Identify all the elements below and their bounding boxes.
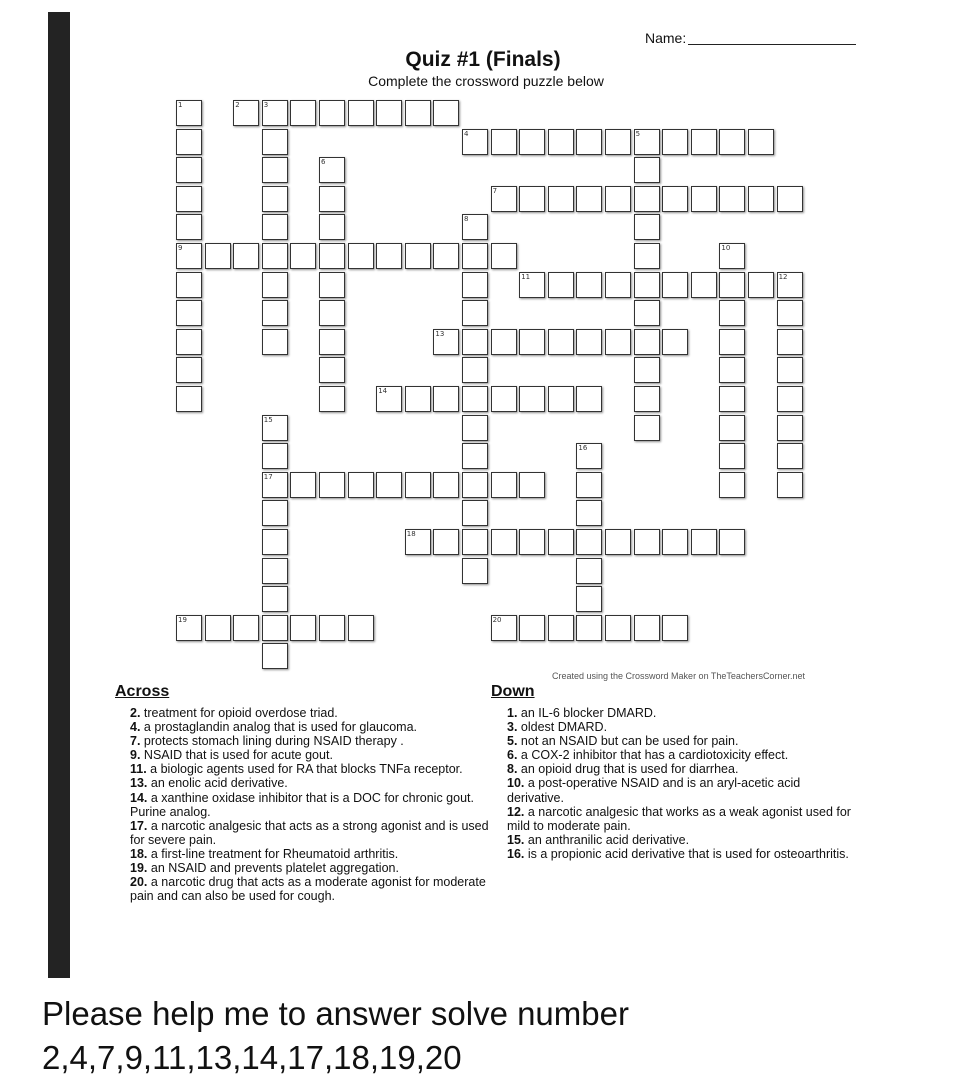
clue-number-label: 14: [378, 387, 388, 395]
clue-number-label: 18: [406, 530, 416, 538]
crossword-cell[interactable]: [405, 386, 431, 412]
crossword-cell[interactable]: [262, 643, 288, 669]
crossword-cell[interactable]: [777, 300, 803, 326]
crossword-cell[interactable]: [462, 443, 488, 469]
crossword-cell[interactable]: [777, 329, 803, 355]
crossword-cell[interactable]: [519, 186, 545, 212]
crossword-cell[interactable]: [433, 386, 459, 412]
crossword-cell[interactable]: [205, 615, 231, 641]
crossword-cell[interactable]: [462, 500, 488, 526]
crossword-cell[interactable]: [319, 214, 345, 240]
clue-number: 5.: [507, 734, 518, 749]
clue-text: a prostaglandin analog that is used for glaucoma.: [143, 720, 418, 735]
crossword-cell[interactable]: [548, 529, 574, 555]
crossword-cell[interactable]: [376, 100, 402, 126]
crossword-cell[interactable]: [777, 186, 803, 212]
clue-text: NSAID that is used for acute gout.: [143, 748, 333, 763]
crossword-cell[interactable]: [405, 472, 431, 498]
clue-text: a first-line treatment for Rheumatoid arthritis.: [150, 846, 399, 861]
clue-number: 8.: [507, 762, 518, 777]
clue-text: a xanthine oxidase inhibitor that is a DOC for chronic gout. Purine analog.: [130, 790, 474, 819]
crossword-cell[interactable]: [576, 186, 602, 212]
crossword-cell[interactable]: [634, 386, 660, 412]
crossword-cell[interactable]: [319, 243, 345, 269]
crossword-cell[interactable]: [462, 357, 488, 383]
clue-number-label: 16: [578, 444, 588, 453]
crossword-cell[interactable]: [576, 472, 602, 498]
crossword-cell[interactable]: [491, 386, 517, 412]
clue-number: 12.: [507, 804, 525, 819]
crossword-cell[interactable]: [576, 329, 602, 355]
crossword-cell[interactable]: [634, 300, 660, 326]
crossword-cell[interactable]: [777, 443, 803, 469]
crossword-cell[interactable]: [462, 329, 488, 355]
crossword-cell[interactable]: [176, 157, 202, 183]
clue-number-label: 12: [778, 272, 788, 281]
crossword-cell[interactable]: [605, 272, 631, 298]
crossword-cell[interactable]: [634, 272, 660, 298]
crossword-cell[interactable]: [348, 615, 374, 641]
clue-number-label: 2: [235, 101, 240, 109]
quiz-title: Quiz #1 (Finals): [405, 48, 561, 71]
crossword-cell[interactable]: [662, 329, 688, 355]
clue-number-label: 1: [178, 101, 183, 109]
clue-number-label: 15: [263, 415, 273, 424]
clue-text: a narcotic drug that acts as a moderate agonist for moderate pain and can also be used for cough.: [130, 875, 486, 904]
crossword-cell[interactable]: [634, 186, 660, 212]
crossword-cell[interactable]: [719, 529, 745, 555]
crossword-cell[interactable]: [605, 129, 631, 155]
crossword-cell[interactable]: [462, 272, 488, 298]
clue-number-label: 5: [635, 129, 641, 138]
clue-number: 20.: [130, 875, 148, 890]
crossword-cell[interactable]: [777, 386, 803, 412]
crossword-cell[interactable]: [319, 357, 345, 383]
crossword-cell[interactable]: [634, 157, 660, 183]
crossword-cell[interactable]: [290, 615, 316, 641]
clue-text: an opioid drug that is used for diarrhea.: [520, 762, 739, 777]
crossword-cell[interactable]: [662, 615, 688, 641]
crossword-cell[interactable]: [176, 300, 202, 326]
clue-number-label: 11: [521, 272, 531, 281]
crossword-cell[interactable]: [233, 615, 259, 641]
crossword-cell[interactable]: [634, 243, 660, 269]
question-line-2: 2,4,7,9,11,13,14,17,18,19,20: [42, 1039, 462, 1076]
clue-number: 14.: [130, 790, 148, 805]
crossword-cell[interactable]: [777, 472, 803, 498]
across-clue-list: [130, 706, 490, 903]
name-label: Name:: [645, 30, 687, 46]
crossword-cell[interactable]: [290, 100, 316, 126]
crossword-cell[interactable]: [176, 357, 202, 383]
crossword-cell[interactable]: [719, 443, 745, 469]
clue-number-label: 3: [263, 101, 269, 109]
crossword-cell[interactable]: [176, 129, 202, 155]
crossword-cell[interactable]: [262, 214, 288, 240]
crossword-cell[interactable]: [262, 129, 288, 155]
crossword-cell[interactable]: [319, 386, 345, 412]
crossword-cell[interactable]: [205, 243, 231, 269]
crossword-cell[interactable]: [491, 129, 517, 155]
crossword-cell[interactable]: [719, 300, 745, 326]
clue-number: 10.: [507, 776, 525, 791]
help-question: [42, 992, 629, 1080]
clue-text: is a propionic acid derivative that is used for osteoarthritis.: [527, 846, 849, 861]
across-clue: [130, 875, 490, 903]
crossword-cell[interactable]: [691, 529, 717, 555]
across-clue: [130, 734, 490, 748]
across-clue: [130, 776, 490, 790]
down-clue: [507, 720, 857, 734]
crossword-cell[interactable]: [433, 243, 459, 269]
clue-number: 16.: [507, 846, 525, 861]
clue-number-label: 9: [178, 244, 183, 252]
crossword-cell[interactable]: [319, 100, 345, 126]
crossword-cell[interactable]: [576, 386, 602, 412]
clue-text: a narcotic analgesic that acts as a strong agonist and is used for severe pain.: [130, 818, 489, 847]
down-clue: [507, 833, 857, 847]
down-clue: [507, 805, 857, 833]
crossword-cell[interactable]: [319, 300, 345, 326]
crossword-cell[interactable]: [462, 415, 488, 441]
crossword-cell[interactable]: [748, 186, 774, 212]
question-line-1: Please help me to answer solve number: [42, 995, 629, 1032]
crossword-cell[interactable]: [634, 329, 660, 355]
clue-text: an IL-6 blocker DMARD.: [520, 706, 657, 720]
crossword-cell[interactable]: [462, 300, 488, 326]
crossword-cell[interactable]: [319, 615, 345, 641]
crossword-cell[interactable]: [719, 386, 745, 412]
crossword-cell[interactable]: [605, 529, 631, 555]
crossword-cell[interactable]: [262, 186, 288, 212]
crossword-cell[interactable]: [519, 615, 545, 641]
crossword-cell[interactable]: [348, 243, 374, 269]
crossword-cell[interactable]: [433, 100, 459, 126]
clue-text: protects stomach lining during NSAID therapy .: [143, 734, 404, 749]
down-clue: [507, 706, 857, 720]
crossword-cell[interactable]: [462, 558, 488, 584]
down-clue-list: [507, 706, 857, 861]
across-clue: [130, 791, 490, 819]
across-clue: [130, 819, 490, 847]
crossword-cell[interactable]: [691, 186, 717, 212]
clue-number-label: 19: [178, 615, 187, 624]
crossword-cell[interactable]: [176, 329, 202, 355]
crossword-cell[interactable]: [233, 243, 259, 269]
crossword-cell[interactable]: [348, 472, 374, 498]
crossword-cell[interactable]: [290, 243, 316, 269]
across-clue: [130, 720, 490, 734]
across-heading: Across: [115, 683, 170, 700]
crossword-cell[interactable]: [462, 386, 488, 412]
crossword-cell[interactable]: [262, 500, 288, 526]
crossword-cell[interactable]: [376, 243, 402, 269]
crossword-cell[interactable]: [719, 129, 745, 155]
crossword-cell[interactable]: [376, 472, 402, 498]
down-clue: [507, 847, 857, 861]
crossword-cell[interactable]: [605, 329, 631, 355]
crossword-cell[interactable]: [662, 129, 688, 155]
crossword-cell[interactable]: [262, 443, 288, 469]
crossword-cell[interactable]: [748, 272, 774, 298]
crossword-cell[interactable]: [777, 357, 803, 383]
clue-text: an anthranilic acid derivative.: [527, 832, 690, 847]
clue-number-label: 13: [435, 329, 445, 338]
crossword-cell[interactable]: [548, 615, 574, 641]
quiz-subtitle: Complete the crossword puzzle below: [368, 73, 604, 89]
crossword-cell[interactable]: [691, 272, 717, 298]
across-clue: [130, 706, 490, 720]
crossword-cell[interactable]: [262, 529, 288, 555]
crossword-cell[interactable]: [319, 329, 345, 355]
clue-text: not an NSAID but can be used for pain.: [520, 734, 739, 749]
clue-number: 17.: [130, 818, 148, 833]
crossword-cell[interactable]: [662, 529, 688, 555]
crossword-cell[interactable]: [491, 243, 517, 269]
credit-line: Created using the Crossword Maker on TheTeachersCorner.net: [552, 671, 805, 681]
crossword-cell[interactable]: [290, 472, 316, 498]
crossword-cell[interactable]: [319, 186, 345, 212]
crossword-cell[interactable]: [605, 615, 631, 641]
crossword-cell[interactable]: [176, 386, 202, 412]
clue-text: a biologic agents used for RA that blocks TNFa receptor.: [150, 762, 463, 777]
crossword-cell[interactable]: [719, 272, 745, 298]
crossword-cell[interactable]: [262, 615, 288, 641]
crossword-cell[interactable]: [462, 472, 488, 498]
clue-text: treatment for opioid overdose triad.: [143, 706, 338, 720]
clue-number: 9.: [130, 748, 141, 763]
crossword-cell[interactable]: [548, 329, 574, 355]
crossword-cell[interactable]: [719, 329, 745, 355]
crossword-cell[interactable]: [262, 586, 288, 612]
crossword-cell[interactable]: [519, 386, 545, 412]
crossword-cell[interactable]: [433, 472, 459, 498]
clue-number: 4.: [130, 720, 141, 735]
clue-number: 1.: [507, 706, 518, 720]
down-clue: [507, 734, 857, 748]
across-clue: [130, 847, 490, 861]
crossword-cell[interactable]: [548, 272, 574, 298]
crossword-cell[interactable]: [519, 329, 545, 355]
clue-number-label: 8: [464, 215, 469, 224]
clue-text: an enolic acid derivative.: [150, 776, 288, 791]
clue-text: oldest DMARD.: [520, 720, 608, 735]
crossword-cell[interactable]: [262, 157, 288, 183]
crossword-cell[interactable]: [719, 357, 745, 383]
crossword-cell[interactable]: [519, 129, 545, 155]
crossword-cell[interactable]: [576, 586, 602, 612]
across-clue: [130, 861, 490, 875]
crossword-cell[interactable]: [691, 129, 717, 155]
crossword-cell[interactable]: [548, 386, 574, 412]
crossword-cell[interactable]: [319, 472, 345, 498]
crossword-cell[interactable]: [405, 243, 431, 269]
crossword-cell[interactable]: [462, 243, 488, 269]
clue-number: 19.: [130, 861, 148, 876]
clue-number-label: 20: [492, 615, 502, 624]
crossword-cell[interactable]: [634, 214, 660, 240]
clue-number: 15.: [507, 832, 525, 847]
crossword-cell[interactable]: [462, 529, 488, 555]
clue-text: a narcotic analgesic that works as a weak agonist used for mild to moderate pain.: [507, 804, 851, 833]
crossword-cell[interactable]: [262, 329, 288, 355]
crossword-cell[interactable]: [491, 529, 517, 555]
across-clue: [130, 762, 490, 776]
crossword-cell[interactable]: [662, 272, 688, 298]
crossword-cell[interactable]: [262, 272, 288, 298]
crossword-cell[interactable]: [576, 272, 602, 298]
crossword-cell[interactable]: [491, 472, 517, 498]
crossword-cell[interactable]: [548, 129, 574, 155]
crossword-cell[interactable]: [176, 186, 202, 212]
clue-text: a COX-2 inhibitor that has a cardiotoxicity effect.: [520, 748, 789, 763]
crossword-cell[interactable]: [634, 615, 660, 641]
crossword-cell[interactable]: [748, 129, 774, 155]
crossword-cell[interactable]: [491, 329, 517, 355]
clue-number-label: 6: [321, 158, 326, 167]
crossword-cell[interactable]: [262, 243, 288, 269]
crossword-cell[interactable]: [319, 272, 345, 298]
crossword-cell[interactable]: [176, 272, 202, 298]
crossword-cell[interactable]: [605, 186, 631, 212]
across-clue: [130, 748, 490, 762]
crossword-cell[interactable]: [548, 186, 574, 212]
crossword-cell[interactable]: [777, 415, 803, 441]
clue-text: an NSAID and prevents platelet aggregation.: [150, 861, 399, 876]
crossword-cell[interactable]: [262, 300, 288, 326]
down-heading: Down: [491, 683, 535, 700]
crossword-cell[interactable]: [519, 472, 545, 498]
clue-number-label: 7: [492, 186, 498, 195]
down-clue: [507, 776, 857, 804]
crossword-cell[interactable]: [348, 100, 374, 126]
crossword-cell[interactable]: [576, 615, 602, 641]
clue-number: 3.: [507, 720, 518, 735]
crossword-cell[interactable]: [576, 558, 602, 584]
crossword-cell[interactable]: [719, 186, 745, 212]
crossword-cell[interactable]: [719, 415, 745, 441]
clue-number: 18.: [130, 846, 148, 861]
clue-number-label: 10: [721, 244, 731, 252]
crossword-cell[interactable]: [405, 100, 431, 126]
crossword-cell[interactable]: [262, 558, 288, 584]
crossword-cell[interactable]: [576, 529, 602, 555]
clue-number: 2.: [130, 706, 141, 720]
crossword-cell[interactable]: [719, 472, 745, 498]
crossword-cell[interactable]: [576, 129, 602, 155]
clue-number: 13.: [130, 776, 148, 791]
clue-number: 7.: [130, 734, 141, 749]
down-clue: [507, 748, 857, 762]
crossword-cell[interactable]: [662, 186, 688, 212]
crossword-cell[interactable]: [634, 415, 660, 441]
clue-number: 6.: [507, 748, 518, 763]
crossword-cell[interactable]: [176, 214, 202, 240]
crossword-cell[interactable]: [634, 529, 660, 555]
crossword-cell[interactable]: [519, 529, 545, 555]
clue-number-label: 17: [263, 472, 273, 481]
clue-number-label: 4: [464, 129, 469, 138]
crossword-cell[interactable]: [634, 357, 660, 383]
clue-text: a post-operative NSAID and is an aryl-acetic acid derivative.: [507, 776, 801, 805]
clue-number: 11.: [130, 762, 147, 777]
crossword-cell[interactable]: [576, 500, 602, 526]
crossword-cell[interactable]: [433, 529, 459, 555]
down-clue: [507, 762, 857, 776]
